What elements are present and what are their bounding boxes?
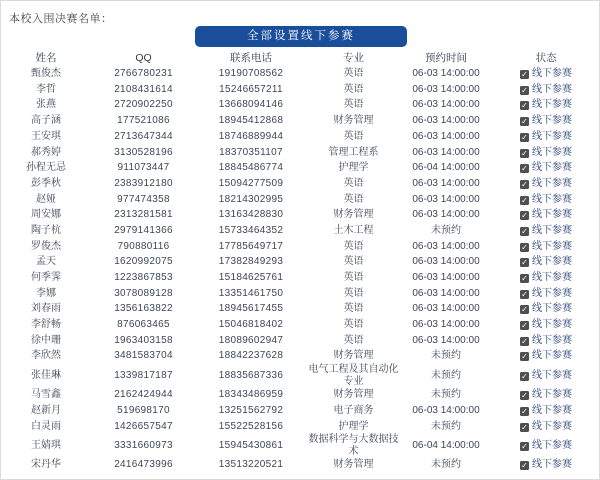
cell-time: 06-03 14:00:00 — [412, 130, 480, 142]
offline-checked-checkbox-icon[interactable]: ✓ — [521, 101, 528, 111]
cell-major: 英语 — [343, 319, 364, 331]
offline-checked-checkbox-icon[interactable]: ✓ — [521, 352, 528, 362]
cell-major: 护理学 — [338, 420, 369, 432]
status-label: 线下参赛 — [532, 272, 572, 284]
cell-major: 英语 — [343, 193, 364, 205]
cell-time: 06-03 14:00:00 — [412, 99, 480, 111]
cell-status — [491, 239, 600, 255]
cell-name: 李欣然 — [31, 350, 61, 362]
cell-status — [491, 129, 600, 145]
cell-name: 彭季秋 — [31, 177, 61, 189]
cell-time: 06-03 14:00:00 — [412, 209, 480, 221]
table-row — [1, 403, 600, 419]
table-row — [1, 317, 600, 333]
cell-major: 电子商务 — [333, 404, 374, 416]
cell-time: 06-03 14:00:00 — [412, 177, 480, 189]
cell-qq: 2416473996 — [114, 459, 173, 471]
cell-status — [491, 317, 600, 333]
table-row — [1, 129, 600, 145]
cell-status — [491, 207, 600, 223]
cell-major: 英语 — [343, 287, 364, 299]
table-row — [1, 434, 600, 457]
table-row — [1, 239, 600, 255]
cell-name: 马雪鑫 — [31, 389, 61, 401]
status-label: 线下参赛 — [532, 420, 572, 432]
column-header-name: 姓名 — [35, 52, 57, 64]
cell-qq: 977474358 — [117, 193, 170, 205]
table-row — [1, 113, 600, 129]
cell-status — [491, 434, 600, 457]
set-all-offline-button[interactable]: 全部设置线下参赛 — [195, 26, 407, 47]
offline-checked-checkbox-icon[interactable]: ✓ — [521, 258, 528, 268]
cell-qq: 3481583704 — [114, 350, 173, 362]
cell-time: 06-03 14:00:00 — [412, 193, 480, 205]
cell-time: 06-03 14:00:00 — [412, 68, 480, 80]
table-row — [1, 387, 600, 403]
cell-name: 李娜 — [36, 287, 56, 299]
cell-name: 白灵雨 — [31, 420, 61, 432]
cell-major: 财务管理 — [333, 115, 374, 127]
table-row — [1, 270, 600, 286]
cell-time: 06-03 14:00:00 — [412, 146, 480, 158]
cell-name: 李哲 — [36, 83, 56, 95]
cell-phone: 18089602947 — [218, 334, 284, 346]
cell-qq: 876063465 — [117, 319, 170, 331]
cell-major: 护理学 — [338, 162, 369, 174]
cell-major: 英语 — [343, 303, 364, 315]
cell-time: 06-03 14:00:00 — [412, 256, 480, 268]
cell-qq: 1426657547 — [114, 420, 173, 432]
cell-major: 英语 — [343, 177, 364, 189]
cell-phone: 13668094146 — [218, 99, 284, 111]
cell-name: 高子涵 — [31, 115, 61, 127]
status-label: 线下参赛 — [532, 224, 572, 236]
cell-phone: 18343486959 — [218, 389, 284, 401]
cell-major: 土木工程 — [333, 224, 374, 236]
status-label: 线下参赛 — [532, 115, 572, 127]
cell-status — [491, 418, 600, 434]
table-header — [1, 49, 600, 66]
status-label: 线下参赛 — [532, 350, 572, 362]
cell-qq: 1963403158 — [114, 334, 173, 346]
cell-phone: 13513220521 — [218, 459, 284, 471]
cell-major: 英语 — [343, 83, 364, 95]
cell-name: 郝秀婷 — [31, 146, 61, 158]
cell-status — [491, 176, 600, 192]
cell-time: 未预约 — [431, 224, 461, 236]
cell-name: 宋丹华 — [31, 459, 61, 471]
cell-name: 张燕 — [36, 99, 56, 111]
cell-phone: 15522528156 — [218, 420, 284, 432]
status-label: 线下参赛 — [532, 99, 572, 111]
cell-status — [491, 160, 600, 176]
status-label: 线下参赛 — [532, 369, 572, 381]
offline-checked-checkbox-icon[interactable]: ✓ — [521, 336, 528, 346]
table-row — [1, 254, 600, 270]
column-header-major: 专业 — [343, 52, 364, 64]
cell-name: 陶子杭 — [31, 224, 61, 236]
cell-status — [491, 301, 600, 317]
cell-time: 未预约 — [431, 389, 461, 401]
cell-time: 06-03 14:00:00 — [412, 334, 480, 346]
cell-phone: 13351461750 — [218, 287, 284, 299]
cell-major: 英语 — [343, 99, 364, 111]
cell-qq: 177521086 — [117, 115, 170, 127]
cell-name: 刘春雨 — [31, 303, 61, 315]
status-label: 线下参赛 — [532, 146, 572, 158]
table-row — [1, 333, 600, 349]
status-label: 线下参赛 — [532, 303, 572, 315]
status-label: 线下参赛 — [532, 287, 572, 299]
cell-status — [491, 270, 600, 286]
cell-status — [491, 333, 600, 349]
cell-qq: 2383912180 — [114, 177, 173, 189]
cell-qq: 2313281581 — [114, 209, 173, 221]
column-header-status: 状态 — [535, 52, 557, 64]
offline-checked-checkbox-icon[interactable]: ✓ — [521, 148, 528, 158]
cell-status — [491, 192, 600, 208]
cell-major: 财务管理 — [333, 350, 374, 362]
page-title: 本校入围决赛名单： — [9, 13, 113, 25]
cell-name: 孙程无忌 — [26, 162, 66, 174]
cell-major: 财务管理 — [333, 209, 374, 221]
cell-phone: 15094277509 — [218, 177, 284, 189]
cell-status — [491, 113, 600, 129]
cell-phone: 18214302995 — [218, 193, 284, 205]
cell-qq: 911073447 — [117, 162, 170, 174]
cell-name: 甄俊杰 — [31, 68, 61, 80]
status-label: 线下参赛 — [532, 240, 572, 252]
cell-name: 周安娜 — [31, 209, 61, 221]
cell-phone: 17785649717 — [218, 240, 284, 252]
cell-phone: 18835687336 — [218, 369, 284, 381]
offline-checked-checkbox-icon[interactable]: ✓ — [521, 85, 528, 95]
table-row — [1, 160, 600, 176]
cell-phone: 15945430861 — [218, 439, 284, 451]
cell-qq: 1223867853 — [114, 272, 173, 284]
cell-name: 赵新月 — [31, 404, 61, 416]
status-label: 线下参赛 — [532, 439, 572, 451]
cell-time: 06-03 14:00:00 — [412, 303, 480, 315]
cell-name: 王安琪 — [31, 130, 61, 142]
cell-phone: 15184625761 — [218, 272, 284, 284]
cell-name: 孟天 — [36, 256, 56, 268]
column-header-qq: QQ — [135, 51, 152, 64]
cell-qq: 1620992075 — [114, 256, 173, 268]
offline-checked-checkbox-icon[interactable]: ✓ — [521, 179, 528, 189]
table-row — [1, 176, 600, 192]
status-label: 线下参赛 — [532, 256, 572, 268]
cell-phone: 15046818402 — [218, 319, 284, 331]
cell-phone: 18370351107 — [219, 146, 283, 158]
offline-checked-checkbox-icon[interactable]: ✓ — [521, 461, 528, 471]
cell-major: 财务管理 — [333, 459, 374, 471]
cell-qq: 2162424944 — [114, 389, 173, 401]
cell-phone: 18746889944 — [218, 130, 284, 142]
table-row — [1, 223, 600, 239]
cell-qq: 519698170 — [117, 404, 170, 416]
offline-checked-checkbox-icon[interactable]: ✓ — [521, 242, 528, 252]
cell-phone: 18945617455 — [218, 303, 284, 315]
cell-status — [491, 223, 600, 239]
table-row — [1, 97, 600, 113]
table-row — [1, 364, 600, 387]
status-label: 线下参赛 — [532, 83, 572, 95]
cell-major: 电气工程及其自动化专业 — [308, 364, 399, 387]
offline-checked-checkbox-icon[interactable]: ✓ — [521, 406, 528, 416]
table-row — [1, 457, 600, 473]
cell-major: 英语 — [343, 130, 364, 142]
cell-major: 英语 — [343, 68, 364, 80]
status-label: 线下参赛 — [532, 389, 572, 401]
offline-checked-checkbox-icon[interactable]: ✓ — [521, 70, 528, 80]
table-row — [1, 207, 600, 223]
offline-checked-checkbox-icon[interactable]: ✓ — [521, 441, 528, 451]
cell-time: 06-03 14:00:00 — [412, 404, 480, 416]
offline-checked-checkbox-icon[interactable]: ✓ — [521, 132, 528, 142]
status-label: 线下参赛 — [532, 162, 572, 174]
cell-phone: 19190708562 — [218, 68, 284, 80]
table-row — [1, 192, 600, 208]
cell-major: 财务管理 — [333, 389, 374, 401]
offline-checked-checkbox-icon[interactable]: ✓ — [521, 195, 528, 205]
table-row — [1, 301, 600, 317]
column-header-phone: 联系电话 — [230, 52, 272, 64]
cell-status — [491, 403, 600, 419]
status-label: 线下参赛 — [532, 404, 572, 416]
cell-phone: 13163428830 — [218, 209, 284, 221]
cell-name: 何季霁 — [31, 272, 61, 284]
cell-time: 未预约 — [431, 459, 461, 471]
status-label: 线下参赛 — [532, 319, 572, 331]
status-label: 线下参赛 — [532, 334, 572, 346]
cell-major: 数据科学与大数据技术 — [308, 434, 399, 457]
table-row — [1, 418, 600, 434]
status-label: 线下参赛 — [532, 209, 572, 221]
cell-time: 06-04 14:00:00 — [412, 439, 480, 451]
table-row — [1, 144, 600, 160]
cell-phone: 13251562792 — [218, 404, 284, 416]
cell-time: 06-04 14:00:00 — [412, 162, 480, 174]
cell-time: 06-03 14:00:00 — [412, 115, 480, 127]
cell-major: 英语 — [343, 272, 364, 284]
cell-major: 英语 — [343, 240, 364, 252]
cell-name: 王婧琪 — [31, 439, 61, 451]
cell-status — [491, 364, 600, 387]
cell-time: 06-03 14:00:00 — [412, 83, 480, 95]
offline-checked-checkbox-icon[interactable]: ✓ — [521, 305, 528, 315]
cell-status — [491, 348, 600, 364]
cell-qq: 2720902250 — [114, 99, 173, 111]
cell-phone: 18842237628 — [218, 350, 284, 362]
cell-name: 张佳琳 — [31, 369, 61, 381]
offline-checked-checkbox-icon[interactable]: ✓ — [521, 164, 528, 174]
cell-major: 英语 — [343, 334, 364, 346]
cell-time: 未预约 — [431, 369, 461, 381]
cell-status — [491, 286, 600, 302]
cell-qq: 790880116 — [117, 240, 170, 252]
cell-qq: 1339817187 — [114, 369, 173, 381]
cell-phone: 17382849293 — [218, 256, 284, 268]
cell-name: 李舒畅 — [31, 319, 61, 331]
cell-time: 06-03 14:00:00 — [412, 240, 480, 252]
cell-time: 06-03 14:00:00 — [412, 272, 480, 284]
cell-qq: 2108431614 — [114, 83, 173, 95]
offline-checked-checkbox-icon[interactable]: ✓ — [521, 321, 528, 331]
status-label: 线下参赛 — [532, 130, 572, 142]
offline-checked-checkbox-icon[interactable]: ✓ — [521, 422, 528, 432]
cell-time: 06-03 14:00:00 — [412, 319, 480, 331]
offline-checked-checkbox-icon[interactable]: ✓ — [521, 211, 528, 221]
cell-name: 徐中珊 — [31, 334, 61, 346]
table-row — [1, 66, 600, 82]
table-row — [1, 348, 600, 364]
cell-qq: 1356163822 — [114, 303, 173, 315]
cell-phone: 18845486774 — [218, 162, 284, 174]
cell-phone: 18945412868 — [218, 115, 284, 127]
cell-status — [491, 254, 600, 270]
status-label: 线下参赛 — [532, 193, 572, 205]
column-header-time: 预约时间 — [425, 52, 467, 64]
cell-major: 管理工程系 — [328, 146, 379, 158]
table-body — [1, 66, 600, 473]
cell-status — [491, 387, 600, 403]
cell-status — [491, 66, 600, 82]
table-row — [1, 82, 600, 98]
cell-qq: 3331660973 — [114, 439, 173, 451]
cell-major: 英语 — [343, 256, 364, 268]
cell-qq: 3130528196 — [114, 146, 173, 158]
cell-name: 赵娅 — [36, 193, 56, 205]
finalists-table — [1, 49, 600, 473]
cell-qq: 3078089128 — [114, 287, 173, 299]
table-row — [1, 286, 600, 302]
cell-qq: 2766780231 — [114, 68, 173, 80]
cell-phone: 15246657211 — [219, 83, 283, 95]
cell-status — [491, 144, 600, 160]
offline-checked-checkbox-icon[interactable]: ✓ — [521, 371, 528, 381]
cell-qq: 2979141366 — [114, 224, 173, 236]
offline-checked-checkbox-icon[interactable]: ✓ — [521, 391, 528, 401]
offline-checked-checkbox-icon[interactable]: ✓ — [521, 117, 528, 127]
cell-qq: 2713647344 — [114, 130, 173, 142]
status-label: 线下参赛 — [532, 68, 572, 80]
offline-checked-checkbox-icon[interactable]: ✓ — [521, 274, 528, 284]
cell-status — [491, 457, 600, 473]
cell-status — [491, 82, 600, 98]
offline-checked-checkbox-icon[interactable]: ✓ — [521, 226, 528, 236]
cell-status — [491, 97, 600, 113]
cell-time: 06-03 14:00:00 — [412, 287, 480, 299]
status-label: 线下参赛 — [532, 177, 572, 189]
cell-phone: 15733464352 — [218, 224, 284, 236]
offline-checked-checkbox-icon[interactable]: ✓ — [521, 289, 528, 299]
cell-time: 未预约 — [431, 350, 461, 362]
cell-time: 未预约 — [431, 420, 461, 432]
cell-name: 罗俊杰 — [31, 240, 61, 252]
status-label: 线下参赛 — [532, 459, 572, 471]
